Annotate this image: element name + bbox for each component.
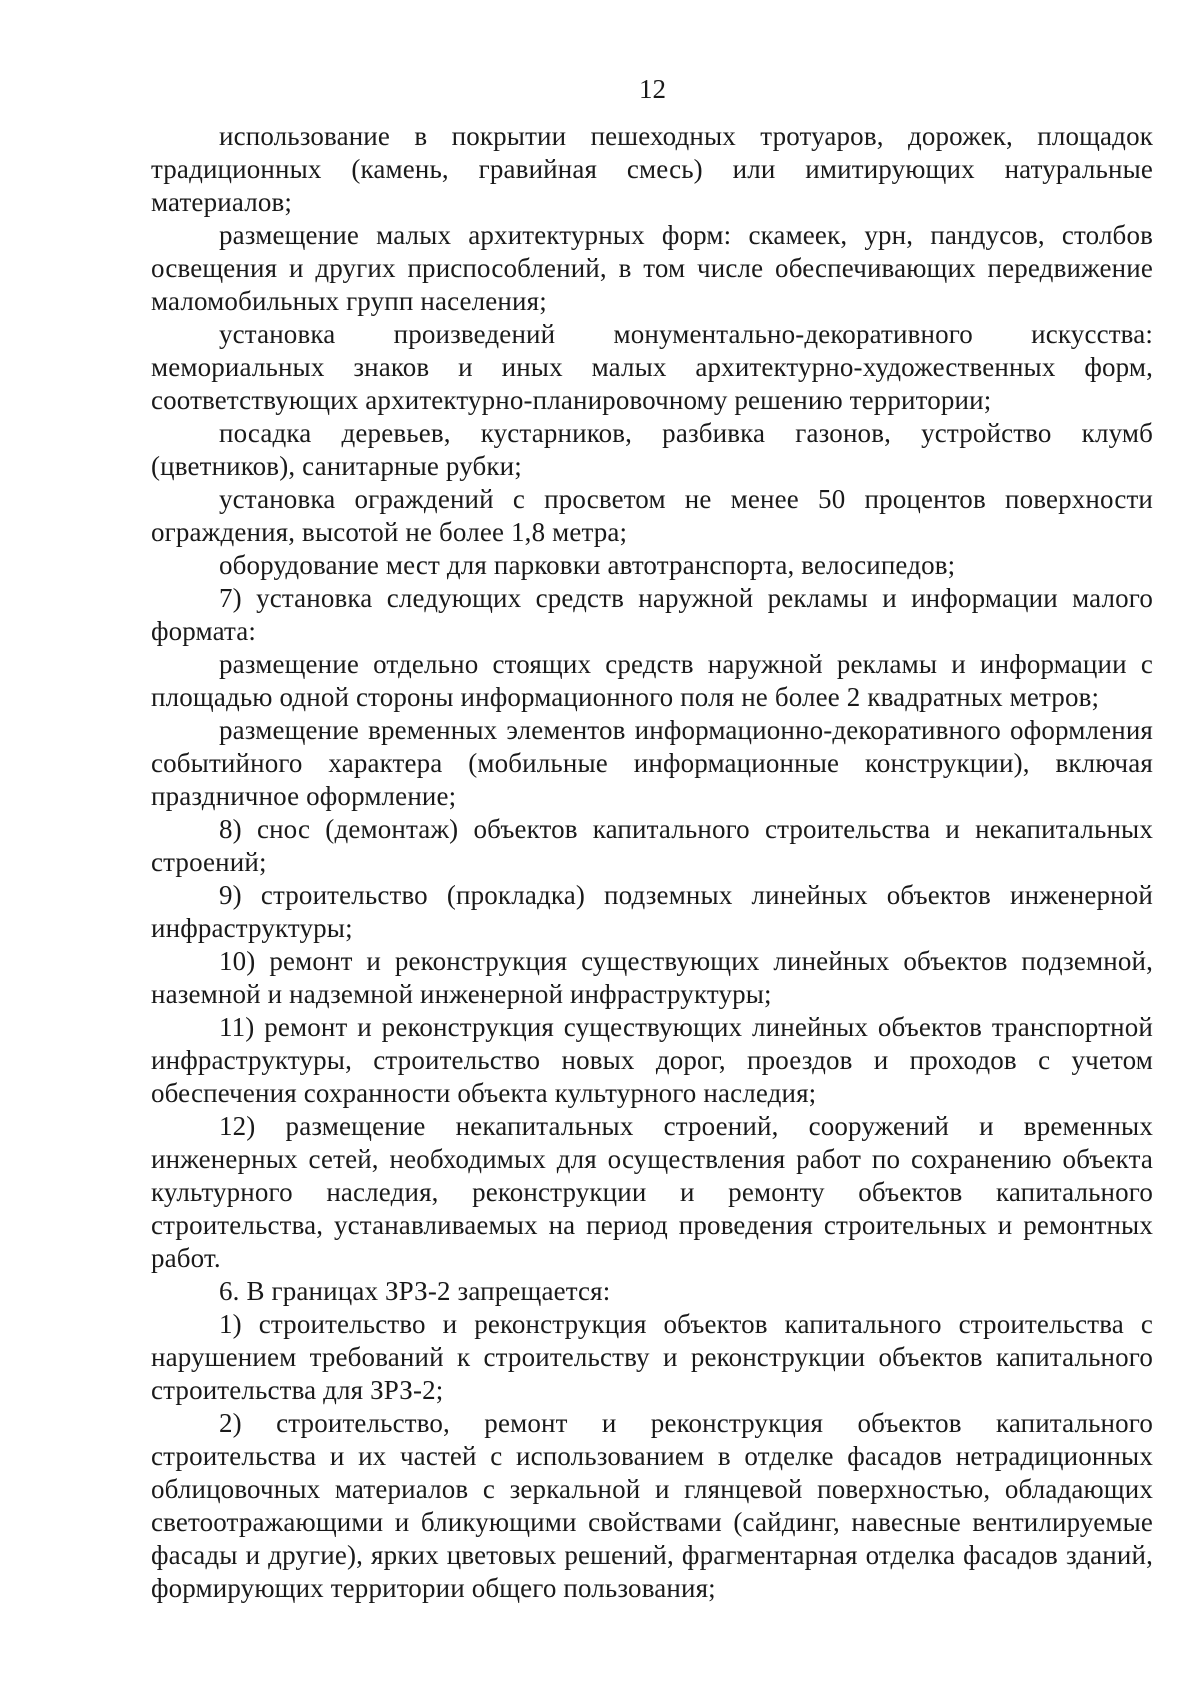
paragraph: использование в покрытии пешеходных тротуаров, дорожек, площадок традиционных (камень, гравийная смесь) или имитирующих натуральные материалов; [151,121,1153,217]
paragraph: 2) строительство, ремонт и реконструкция объектов капитального строительства и их частей с использованием в отделке фасадов нетрадиционных облицовочных материалов с зеркальной и глянцевой поверхностью, обладающих светоотражающими и бликующими свойствами (сайдинг, навесные вентилируемые фасады и другие), ярких цветовых решений, фрагментарная отделка фасадов зданий, формирующих территории общего пользования; [151,1408,1153,1603]
paragraph: установка ограждений с просветом не менее 50 процентов поверхности ограждения, высотой не более 1,8 метра; [151,484,1153,547]
section-heading: 6. В границах ЗРЗ-2 запрещается: [219,1276,611,1306]
paragraph: оборудование мест для парковки автотранспорта, велосипедов; [219,550,956,580]
paragraph: 12) размещение некапитальных строений, сооружений и временных инженерных сетей, необходимых для осуществления работ по сохранению объекта культурного наследия, реконструкции и ремонту объектов капитального строительства, устанавливаемых на период проведения строительных и ремонтных работ. [151,1111,1153,1273]
paragraph: 11) ремонт и реконструкция существующих линейных объектов транспортной инфраструктуры, строительство новых дорог, проездов и проходов с учетом обеспечения сохранности объекта культурного наследия; [151,1012,1153,1108]
paragraph: размещение временных элементов информационно-декоративного оформления событийного характера (мобильные информационные конструкции), включая праздничное оформление; [151,715,1153,811]
paragraph: размещение малых архитектурных форм: скамеек, урн, пандусов, столбов освещения и других приспособлений, в том числе обеспечивающих передвижение маломобильных групп населения; [151,220,1153,316]
paragraph: посадка деревьев, кустарников, разбивка газонов, устройство клумб (цветников), санитарные рубки; [151,418,1153,481]
paragraph: 9) строительство (прокладка) подземных линейных объектов инженерной инфраструктуры; [151,880,1153,943]
paragraph: установка произведений монументально-декоративного искусства: мемориальных знаков и иных малых архитектурно-художественных форм, соответствующих архитектурно-планировочному решению территории; [151,319,1153,415]
paragraph: размещение отдельно стоящих средств наружной рекламы и информации с площадью одной стороны информационного поля не более 2 квадратных метров; [151,649,1153,712]
paragraph: 10) ремонт и реконструкция существующих линейных объектов подземной, наземной и надземной инженерной инфраструктуры; [151,946,1153,1009]
page-number: 12 [639,74,666,104]
paragraph: 8) снос (демонтаж) объектов капитального строительства и некапитальных строений; [151,814,1153,877]
document-body [151,120,1153,1605]
paragraph: 7) установка следующих средств наружной рекламы и информации малого формата: [151,583,1153,646]
paragraph: 1) строительство и реконструкция объектов капитального строительства с нарушением требований к строительству и реконструкции объектов капитального строительства для ЗРЗ-2; [151,1309,1153,1405]
